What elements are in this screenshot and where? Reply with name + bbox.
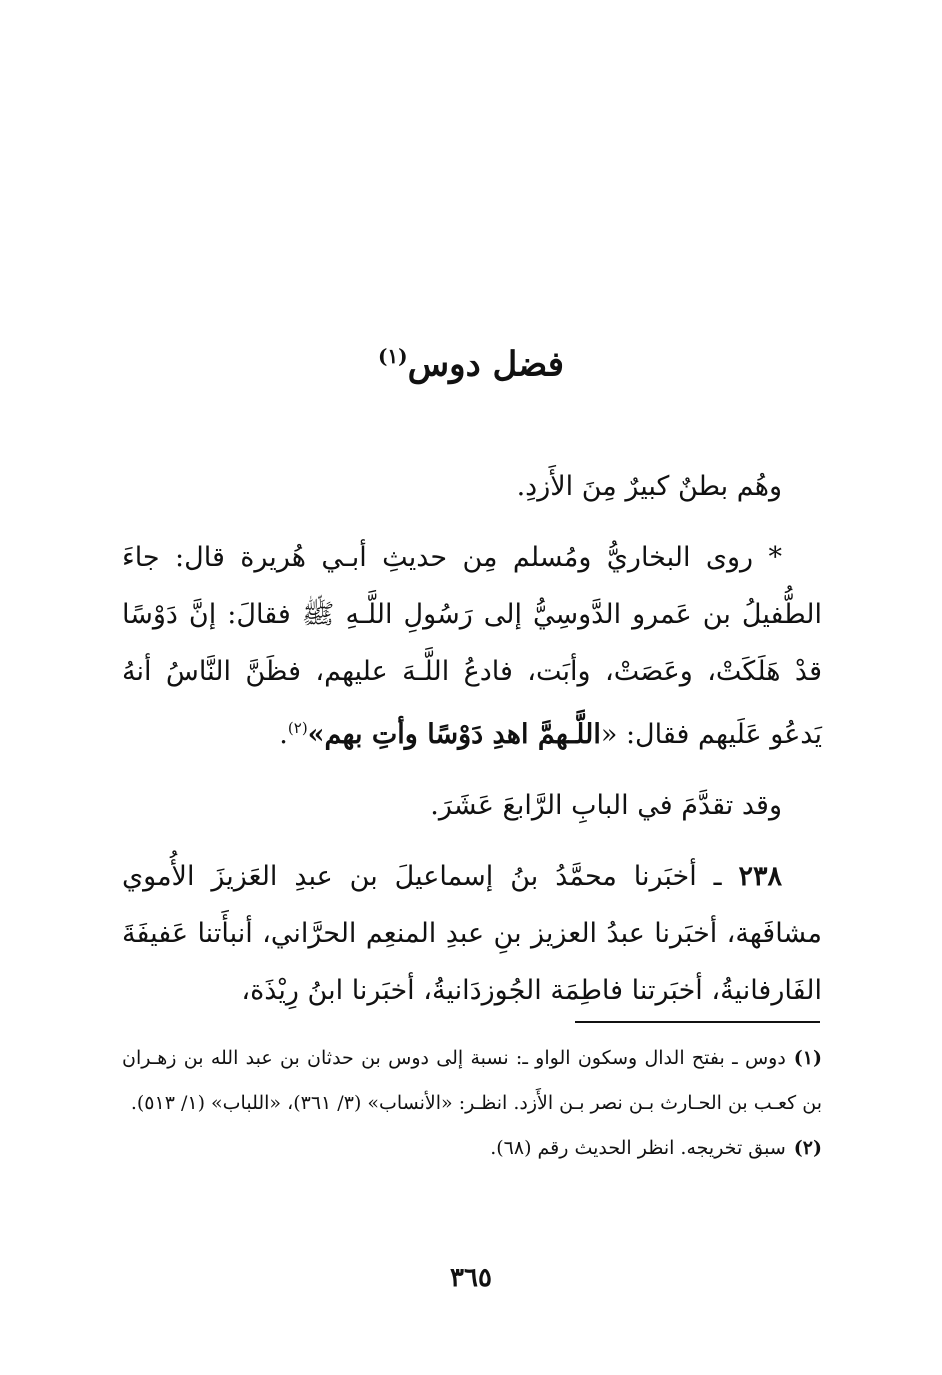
hadith-quote-close: » [307, 719, 325, 750]
footnote-1 [122, 1036, 822, 1126]
hadith-text: * روى البخاريُّ ومُسلم مِن حديثِ أبـي هُريرة قال: جاءَ الطُّفيلُ بن عَمرو الدَّوسِيُّ إلى رَسُولِ اللَّـهِ ﷺ فقالَ: إنَّ دَوْسًا قدْ هَلَكَتْ، وعَصَتْ، وأبَت، فادعُ اللَّـهَ عليهم، فظَنَّ النَّاسُ أنهُ يَدعُو عَلَيهم فقال: « [122, 542, 822, 750]
footnote-1-number: (١) [793, 1047, 822, 1069]
isnad-text: ـ أخبَرنا محمَّدُ بنُ إسماعيلَ بن عبدِ العَزيزَ الأُموي مشافَهة، أخبَرنا عبدُ العزيز بنِ عبدِ المنعِم الحرَّاني، أنبأَتنا عَفيفَةَ الفَارفانيةُ، أخبَرتنا فاطِمَة الجُوزدَانيةُ، أخبَرنا ابنُ رِيْذَة، [122, 861, 822, 1006]
paragraph-intro: وهُم بطنٌ كبيرٌ مِنَ الأَزدِ. [516, 471, 782, 502]
footnote-2-text: سبق تخريجه. انظر الحديث رقم (٦٨). [490, 1137, 786, 1159]
main-text [122, 458, 822, 1033]
chapter-title-text: فضل دوس [407, 344, 565, 385]
footnote-1-text: دوس ـ بفتح الدال وسكون الواو ـ: نسبة إلى دوس بن حدثان بن عبد الله بن زهـران بن كعـب بن الحـارث بـن نصر بـن الأَزد. انظـر: «الأنساب» (٣/ ٣٦١)، «اللباب» (١/ ٥١٣). [122, 1047, 822, 1114]
hadith-quote: اللَّـهمَّ اهدِ دَوْسًا وأتِ بهم [324, 719, 601, 750]
paragraph-isnad [122, 848, 822, 1019]
hadith-end: . [279, 719, 288, 750]
hadith-footnote-ref: (٢) [287, 719, 308, 737]
footnote-2-number: (٢) [793, 1137, 822, 1159]
footnote-2 [122, 1126, 822, 1171]
footnotes [122, 1036, 822, 1171]
footnote-divider [575, 1021, 820, 1023]
chapter-title-footnote-ref: (١) [377, 344, 408, 368]
page-number: ٣٦٥ [450, 1263, 492, 1293]
chapter-title [0, 332, 942, 388]
hadith-number: ٢٣٨ [738, 861, 782, 892]
paragraph-reference: وقد تقدَّمَ في البابِ الرَّابعَ عَشَرَ. [430, 790, 782, 821]
paragraph-hadith [122, 529, 822, 763]
